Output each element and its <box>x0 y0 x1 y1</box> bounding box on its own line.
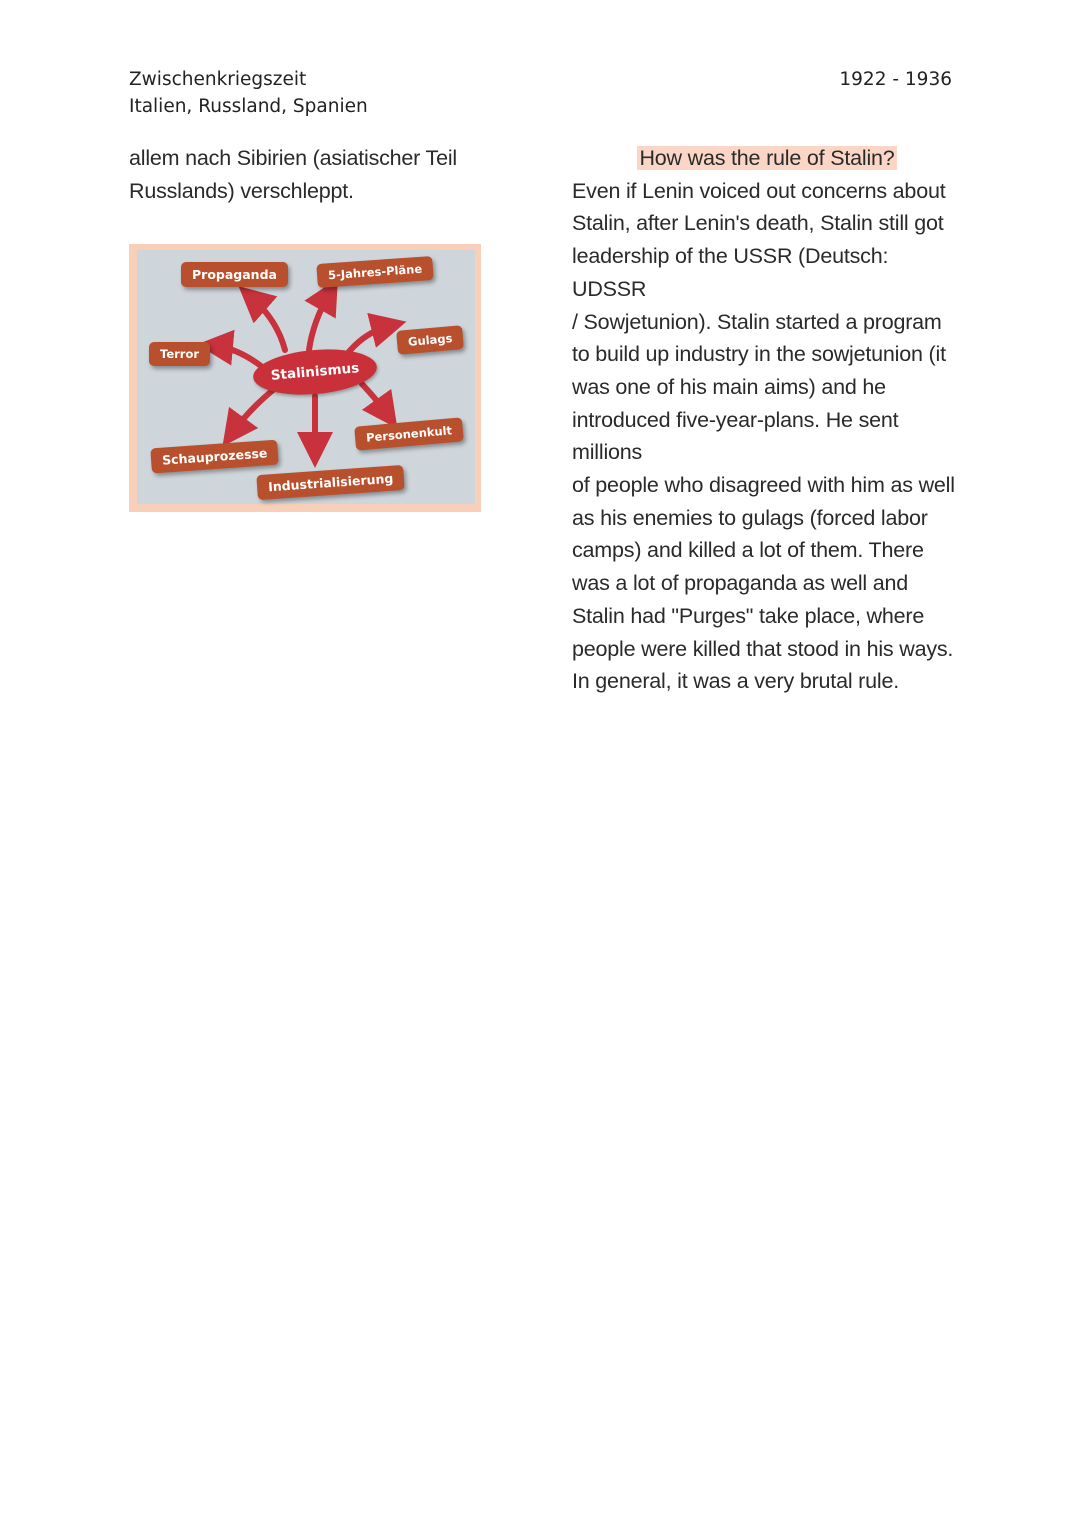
text-line: allem nach Sibirien (asiatischer Teil <box>129 146 457 170</box>
section-heading: How was the rule of Stalin? <box>639 146 895 170</box>
text-line: as his enemies to gulags (forced labor <box>572 505 928 530</box>
document-subtitle: Italien, Russland, Spanien <box>129 96 368 117</box>
text-line: Even if Lenin voiced out concerns about <box>572 178 946 203</box>
document-header <box>129 66 368 120</box>
node-industrialisierung: Industrialisierung <box>256 465 405 500</box>
text-line: Russlands) verschleppt. <box>129 178 354 203</box>
text-line: In general, it was a very brutal rule. <box>572 669 900 694</box>
text-line: / Sowjetunion). Stalin started a program <box>572 309 942 334</box>
node-five-year-plans: 5-Jahres-Pläne <box>316 256 434 288</box>
text-line: Stalin, after Lenin's death, Stalin still got <box>572 211 944 236</box>
text-line: camps) and killed a lot of them. There <box>572 538 924 563</box>
text-line: introduced five-year-plans. He sent millions <box>572 407 899 465</box>
node-terror: Terror <box>149 342 210 366</box>
node-gulags: Gulags <box>396 325 464 355</box>
node-propaganda: Propaganda <box>181 262 288 287</box>
text-line: was a lot of propaganda as well and <box>572 571 909 596</box>
node-schauprozesse: Schauprozesse <box>150 440 279 474</box>
arrow-personenkult <box>362 384 387 414</box>
document-years: 1922 - 1936 <box>839 69 952 90</box>
right-column <box>572 142 962 698</box>
text-line: to build up industry in the sowjetunion (it <box>572 342 946 367</box>
arrow-terror <box>215 346 261 366</box>
arrow-five-year-plans <box>309 294 329 350</box>
node-personenkult: Personenkult <box>354 417 464 450</box>
stalinism-diagram <box>129 244 481 512</box>
text-line: leadership of the USSR (Deutsch: UDSSR <box>572 244 889 301</box>
diagram-background <box>137 250 475 504</box>
text-line: was one of his main aims) and he <box>572 374 886 399</box>
text-line: Stalin had "Purges" take place, where <box>572 603 925 628</box>
arrow-gulags <box>347 326 389 354</box>
text-line: of people who disagreed with him as well <box>572 473 955 498</box>
arrow-schauprozesse <box>233 390 273 432</box>
text-line: people were killed that stood in his ways. <box>572 636 954 661</box>
document-title: Zwischenkriegszeit <box>129 69 307 90</box>
left-paragraph <box>129 142 489 207</box>
arrow-propaganda <box>252 298 285 350</box>
node-stalinismus: Stalinismus <box>251 345 378 400</box>
